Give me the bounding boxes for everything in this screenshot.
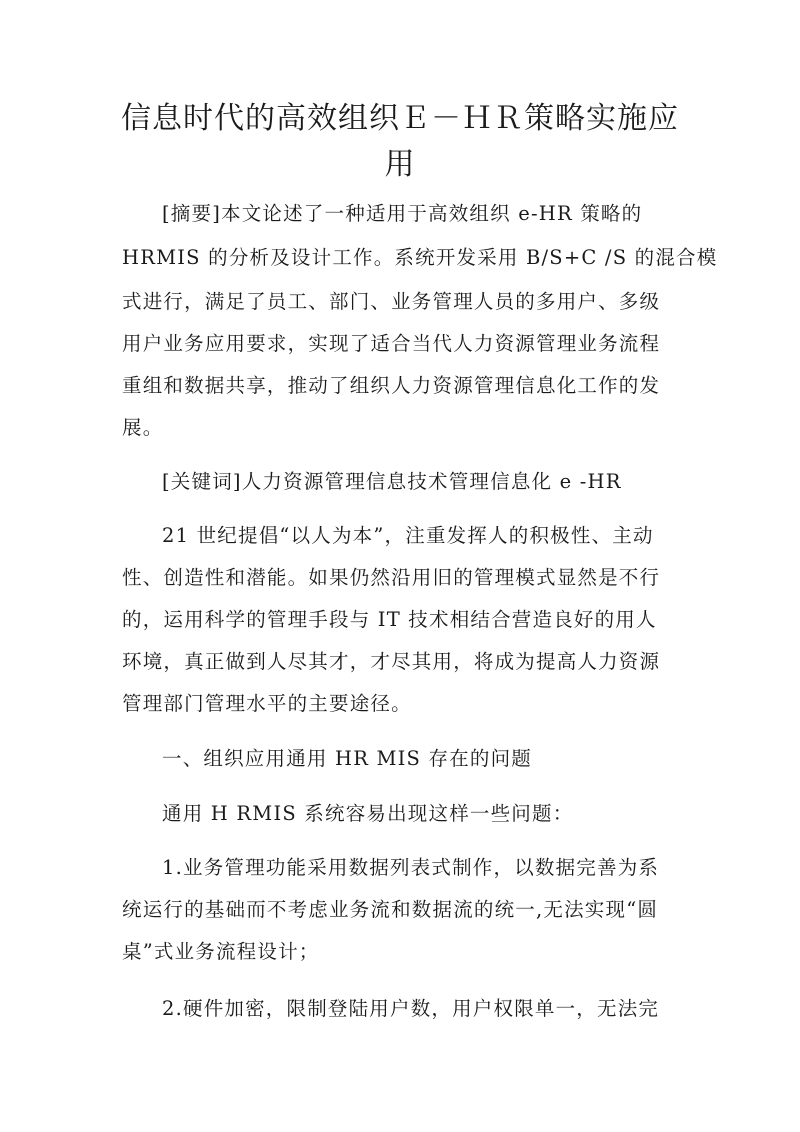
abstract-line: [摘要]本文论述了一种适用于高效组织 e-HR 策略的 — [162, 202, 643, 225]
abstract-line: 重组和数据共享，推动了组织人力资源管理信息化工作的发 — [122, 374, 661, 397]
intro-line: 性、创造性和潜能。如果仍然沿用旧的管理模式显然是不行 — [122, 566, 661, 589]
section-lead: 通用 H RMIS 系统容易出现这样一些问题： — [162, 802, 574, 825]
title-line-2: 用 — [384, 147, 416, 182]
abstract-line: HRMIS 的分析及设计工作。系统开发采用 B/S+C /S 的混合模 — [122, 246, 718, 269]
intro-line: 管理部门管理水平的主要途径。 — [122, 692, 412, 715]
abstract-line: 展。 — [122, 416, 164, 439]
list-item-line: 统运行的基础而不考虑业务流和数据流的统一,无法实现“圆 — [122, 898, 659, 921]
intro-line: 的，运用科学的管理手段与 IT 技术相结合营造良好的用人 — [122, 608, 657, 631]
keywords-line: [关键词]人力资源管理信息技术管理信息化 e -HR — [162, 470, 622, 493]
title-line-1: 信息时代的高效组织Ｅ－ＨＲ策略实施应 — [121, 101, 679, 136]
intro-line: 21 世纪提倡“以人为本”，注重发挥人的积极性、主动 — [162, 524, 654, 547]
list-item-line: 1.业务管理功能采用数据列表式制作，以数据完善为系 — [162, 856, 660, 879]
list-item-line: 2.硬件加密，限制登陆用户数，用户权限单一，无法完 — [162, 997, 660, 1020]
abstract-line: 用户业务应用要求，实现了适合当代人力资源管理业务流程 — [122, 332, 661, 355]
abstract-line: 式进行，满足了员工、部门、业务管理人员的多用户、多级 — [122, 290, 661, 313]
document-title — [120, 96, 680, 188]
intro-line: 环境，真正做到人尽其才，才尽其用，将成为提高人力资源 — [122, 650, 661, 673]
section-heading: 一、组织应用通用 HR MIS 存在的问题 — [162, 747, 533, 770]
list-item-line: 桌”式业务流程设计； — [122, 940, 320, 963]
